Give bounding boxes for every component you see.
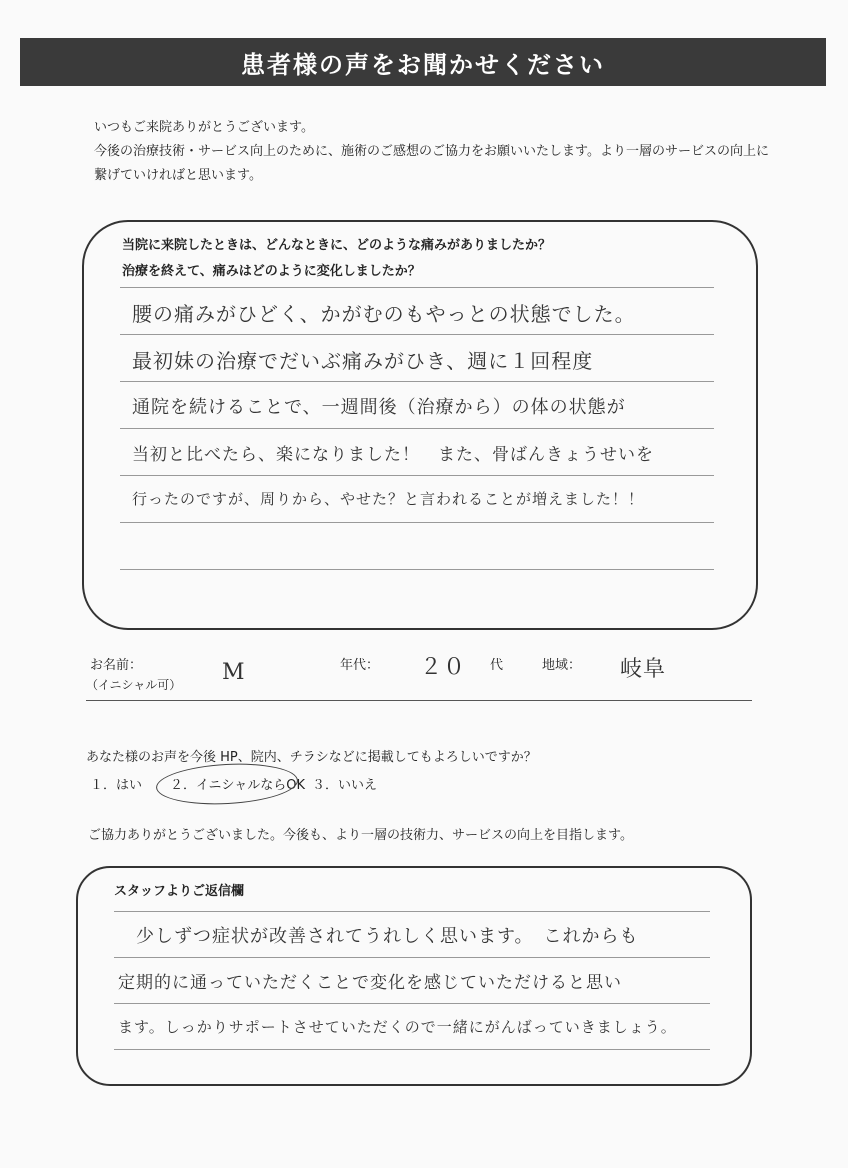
name-value: M bbox=[222, 660, 246, 685]
ruled-line bbox=[114, 1049, 710, 1050]
region-value: 岐阜 bbox=[620, 657, 667, 682]
question-2: 治療を終えて、痛みはどのように変化しましたか？ bbox=[122, 264, 421, 279]
ruled-line bbox=[114, 957, 710, 958]
ruled-line bbox=[120, 475, 714, 476]
ruled-line bbox=[120, 334, 714, 335]
intro-line: いつもご来院ありがとうございます。 bbox=[94, 120, 314, 135]
age-label: 年代： bbox=[340, 658, 380, 673]
handwritten-answer-line: 通院を続けることで、一週間後（治療から）の体の状態が bbox=[132, 397, 626, 418]
consent-option-1: １．はい bbox=[90, 778, 143, 793]
name-note: （イニシャル可） bbox=[86, 678, 182, 692]
staff-reply-line: ます。しっかりサポートさせていただくので一緒にがんばっていきましょう。 bbox=[118, 1018, 677, 1036]
name-label: お名前： bbox=[90, 658, 143, 673]
ruled-line bbox=[114, 911, 710, 912]
intro-text bbox=[94, 116, 794, 188]
staff-reply-line: 定期的に通っていただくことで変化を感じていただけると思い bbox=[118, 973, 622, 993]
handwritten-answer-line: 当初と比べたら、楽になりました！ また、骨ばんきょうせいを bbox=[132, 445, 654, 465]
ruled-line bbox=[120, 287, 714, 288]
page-title: 患者様の声をお聞かせください bbox=[20, 38, 826, 86]
ruled-line bbox=[120, 569, 714, 570]
age-suffix: 代 bbox=[490, 658, 504, 673]
consent-question: あなた様のお声を今後 HP、院内、チラシなどに掲載してもよろしいですか？ bbox=[86, 750, 537, 765]
age-value: ２０ bbox=[420, 655, 467, 680]
ruled-line bbox=[120, 381, 714, 382]
staff-reply-label: スタッフよりご返信欄 bbox=[114, 884, 245, 899]
ruled-line bbox=[114, 1003, 710, 1004]
handwritten-answer-line: 腰の痛みがひどく、かがむのもやっとの状態でした。 bbox=[132, 302, 636, 326]
info-underline bbox=[86, 700, 752, 701]
handwritten-answer-line: 行ったのですが、周りから、やせた？と言われることが増えました！！ bbox=[132, 490, 645, 508]
ruled-line bbox=[120, 428, 714, 429]
staff-reply-line: 少しずつ症状が改善されてうれしく思います。 これからも bbox=[136, 926, 639, 947]
intro-line: 繋げていければと思います。 bbox=[94, 168, 262, 183]
thanks-text: ご協力ありがとうございました。今後も、より一層の技術力、サービスの向上を目指します。 bbox=[88, 828, 633, 843]
handwritten-answer-line: 最初妹の治療でだいぶ痛みがひき、週に１回程度 bbox=[132, 349, 594, 373]
question-1: 当院に来院したときは、どんなときに、どのような痛みがありましたか？ bbox=[122, 238, 552, 253]
intro-line: 今後の治療技術・サービス向上のために、施術のご感想のご協力をお願いいたします。より一層のサービスの向上に bbox=[94, 144, 769, 159]
ruled-line bbox=[120, 522, 714, 523]
region-label: 地域： bbox=[542, 658, 582, 673]
consent-option-3: ３．いいえ bbox=[312, 778, 378, 793]
consent-option-2: ２．イニシャルならOK bbox=[170, 778, 305, 793]
selected-option-circle bbox=[155, 760, 299, 807]
